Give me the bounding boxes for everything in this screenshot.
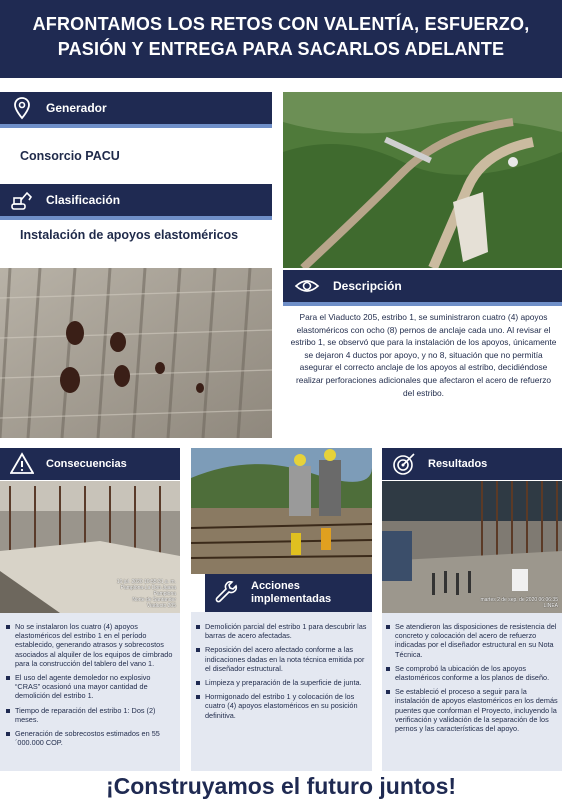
page-title: AFRONTAMOS LOS RETOS CON VALENTÍA, ESFUERZO, PASIÓN Y ENTREGA PARA SACARLOS ADELANTE	[32, 14, 530, 59]
consecuencias-heading: Consecuencias	[46, 458, 127, 470]
eye-icon	[293, 274, 321, 298]
resultados-heading: Resultados	[428, 458, 488, 470]
consecuencias-header	[0, 448, 180, 480]
list-item: Se estableció el proceso a seguir para la instalación de apoyos elastoméricos en los demás puentes que conforman el Proyecto, incluyendo la verificación y validación de la separación de los pernos y las características del apoyo.	[386, 687, 558, 733]
workers-photo	[191, 448, 372, 574]
list-item: Reposición del acero afectado conforme a las indicaciones dadas en la nota técnica emitida por el diseñador estructural.	[196, 645, 368, 673]
formwork-photo	[0, 481, 180, 613]
target-icon	[392, 452, 416, 476]
footer-slogan: ¡Construyamos el futuro juntos!	[105, 773, 457, 799]
descripcion-heading: Descripción	[333, 279, 402, 293]
list-item: Se atendieron las disposiciones de resistencia del concreto y colocación del acero de refuerzo indicadas por el diseñador estructural en su Nota Técnica.	[386, 622, 558, 659]
aerial-viaduct-photo	[283, 92, 562, 268]
list-item: El uso del agente demoledor no explosivo “CRAS” ocasionó una mayor cantidad de demolición del estribo 1.	[6, 673, 176, 701]
clasificacion-value: Instalación de apoyos elastoméricos	[20, 228, 239, 242]
title-banner	[0, 0, 562, 78]
bearing-installation-photo	[382, 481, 562, 613]
resultados-photo-stamp: martes 2 de sep. de 2020 06:06:35 LINEA	[480, 597, 558, 609]
warning-icon	[10, 452, 34, 476]
generador-header	[0, 92, 272, 124]
resultados-header	[382, 448, 562, 480]
list-item: Tiempo de reparación del estribo 1: Dos (2) meses.	[6, 706, 176, 724]
list-item: Hormigonado del estribo 1 y colocación de los cuatro (4) apoyos elastoméricos en su posición definitiva.	[196, 692, 368, 720]
list-item: No se instalaron los cuatro (4) apoyos elastoméricos del estribo 1 en el período establecido, generando atrasos y sobrecostos asociados al alquiler de los equipos de cimbrado para la construcción del tablero del vano 1.	[6, 622, 176, 668]
clasificacion-header	[0, 184, 272, 216]
concrete-perforations-photo	[0, 268, 272, 438]
acciones-list	[196, 622, 368, 725]
list-item: Demolición parcial del estribo 1 para descubrir las barras de acero afectadas.	[196, 622, 368, 640]
resultados-list	[386, 622, 558, 738]
location-pin-icon	[10, 96, 34, 120]
consecuencias-photo-stamp: 16 jul. 2020 10:55:31 a. m. Pamplona-La Don Juana Pamplona Norte de Santander Viaducto 205	[116, 579, 176, 609]
list-item: Se comprobó la ubicación de los apoyos elastoméricos conforme a los planos de diseño.	[386, 664, 558, 682]
acciones-header	[205, 574, 372, 612]
descripcion-text: Para el Viaducto 205, estribo 1, se suministraron cuatro (4) apoyos elastoméricos con ocho (8) pernos de anclaje cada uno. Al revisar el estribo 1, se observó que para la instalación de los apoyos, únicamente se dejaron 4 ductos por apoyo, y no 8, situación que no permitía asegurar el correcto anclaje de los apoyos al estribo, decidiéndose realizar perforaciones adicionales que afectaron el acero de refuerzo del estribo.	[290, 312, 557, 398]
excavator-icon	[10, 188, 34, 212]
wrench-icon	[215, 581, 239, 605]
generador-value: Consorcio PACU	[20, 149, 120, 163]
acciones-heading: Acciones implementadas	[251, 580, 332, 605]
list-item: Generación de sobrecostos estimados en 55´000.000 COP.	[6, 729, 176, 747]
list-item: Limpieza y preparación de la superficie de junta.	[196, 678, 368, 687]
consecuencias-list	[6, 622, 176, 752]
generador-heading: Generador	[46, 101, 107, 115]
clasificacion-heading: Clasificación	[46, 193, 121, 207]
descripcion-header	[283, 270, 562, 302]
